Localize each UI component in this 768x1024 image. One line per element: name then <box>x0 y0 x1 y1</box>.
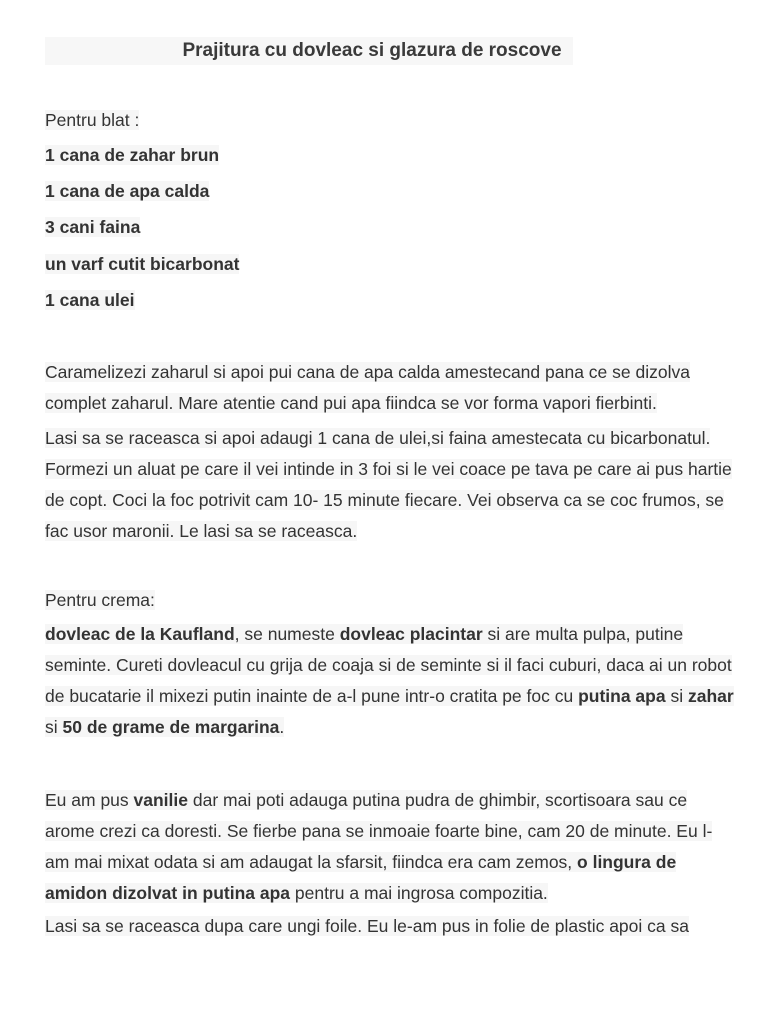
ingredient-item: 1 cana ulei <box>45 290 135 310</box>
ingredient-item: 3 cani faina <box>45 217 141 237</box>
blat-heading: Pentru blat : <box>45 110 140 130</box>
ingredient-item: 1 cana de apa calda <box>45 181 210 201</box>
ingredient-item: 1 cana de zahar brun <box>45 145 220 165</box>
ingredient-item: un varf cutit bicarbonat <box>45 254 240 274</box>
vanilie-paragraph: Eu am pus vanilie dar mai poti adauga putina pudra de ghimbir, scortisoara sau ce arome crezi ca doresti. Se fierbe pana se inmoaie foarte bine, cam 20 de minute. Eu l-am mai mixat odata si am adaugat la sfarsit, fiindca era cam zemos, o lingura de amidon dizolvat in putina apa pentru a mai ingrosa compozitia. <box>45 790 713 903</box>
step-paragraph: Lasi sa se raceasca si apoi adaugi 1 cana de ulei,si faina amestecata cu bicarbonatul. Formezi un aluat pe care il vei intinde in 3 foi si le vei coace pe tava pe care ai pus hartie de copt. Coci la foc potrivit cam 10- 15 minute fiecare. Vei observa ca se coc frumos, se fac usor maronii. Le lasi sa se raceasca. <box>45 428 732 541</box>
last-paragraph-line: Lasi sa se raceasca dupa care ungi foile. Eu le-am pus in folie de plastic apoi ca sa <box>45 916 689 936</box>
step-paragraph: Caramelizezi zaharul si apoi pui cana de apa calda amestecand pana ce se dizolva complet zaharul. Mare atentie cand pui apa fiindca se vor forma vapori fierbinti. <box>45 362 690 413</box>
crema-heading: Pentru crema: <box>45 590 155 610</box>
crema-paragraph: dovleac de la Kaufland, se numeste dovleac placintar si are multa pulpa, putine seminte. Cureti dovleacul cu grija de coaja si de seminte si il faci cuburi, daca ai un robot de bucatarie il mixezi putin inainte de a-l pune intr-o cratita pe foc cu putina apa si zahar si 50 de grame de margarina. <box>45 624 734 737</box>
recipe-title: Prajitura cu dovleac si glazura de roscove <box>182 40 562 61</box>
